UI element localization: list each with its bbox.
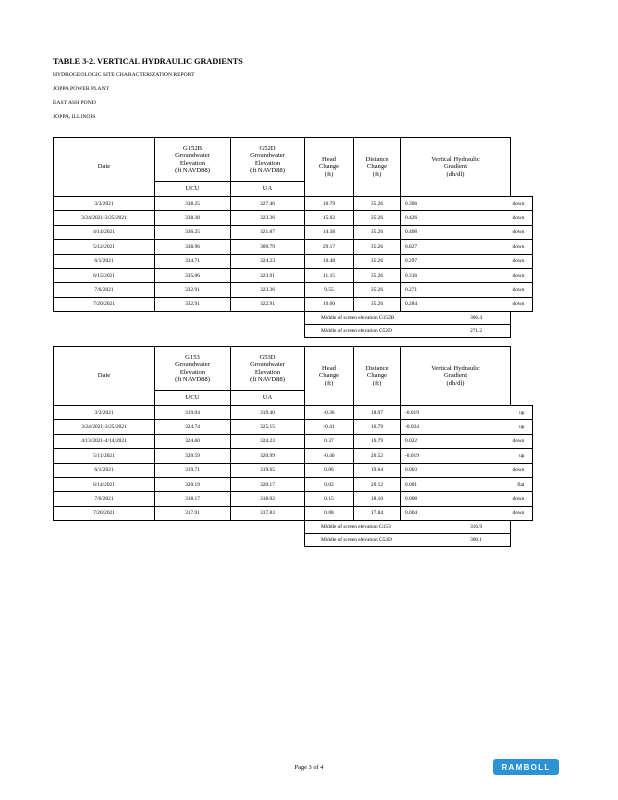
table-row [54,240,533,254]
well1-elev-cell: 319.71 [155,463,231,477]
head-change-cell: -0.41 [305,420,354,434]
summary-label: Middle of screen elevation G153 [321,524,391,531]
head-change-cell: 0.15 [305,492,354,506]
direction-cell: down [511,506,533,520]
distance-change-cell: 16.79 [354,420,401,434]
head-change-cell: 11.15 [305,268,354,282]
table-header [54,347,533,406]
well1-elev-cell: 335.06 [155,268,231,282]
distance-change-cell: 35.26 [354,240,401,254]
well1-elev-cell: 332.91 [155,297,231,311]
well1-elev-cell: 324.74 [155,420,231,434]
head-change-cell: 0.37 [305,434,354,448]
summary-spacer [54,521,305,534]
well1-elev-cell: 324.60 [155,434,231,448]
head-change-cell: -0.36 [305,406,354,420]
gradient-header: Vertical Hydraulic Gradient (dh/dl) [401,347,511,406]
well1-header: G153 Groundwater Elevation (ft NAVD88) [155,347,231,391]
well2-elev-cell: 324.23 [231,434,305,448]
table-row [54,420,533,434]
summary-value: 300.1 [470,537,482,544]
unit1-label: UCU [155,391,231,406]
date-cell: 7/6/2021 [54,283,155,297]
unit2-label: UA [231,391,305,406]
ramboll-logo: RAMBOLL [493,759,559,775]
date-header: Date [54,138,155,197]
distance-change-cell: 35.26 [354,211,401,225]
summary-row [54,312,533,325]
head-change-cell: 10.00 [305,297,354,311]
well2-elev-cell: 320.99 [231,449,305,463]
page-number: Page 3 of 4 [294,764,324,771]
summary-value: 306.4 [470,315,482,322]
summary-row [54,521,533,534]
date-cell: 3/3/2021 [54,406,155,420]
direction-cell: down [511,197,533,211]
date-cell: 7/20/2021 [54,297,155,311]
direction-cell: up [511,420,533,434]
head-change-header: Head Change (ft) [305,138,354,197]
well2-elev-cell: 319.40 [231,406,305,420]
summary-value: 271.2 [470,328,482,335]
date-cell: 3/24/2021-3/25/2021 [54,211,155,225]
distance-change-cell: 19.64 [354,463,401,477]
distance-change-cell: 18.10 [354,492,401,506]
direction-cell: down [511,225,533,239]
gradient-cell: 0.827 [401,240,511,254]
well2-elev-cell: 323.91 [231,268,305,282]
well1-elev-cell: 317.91 [155,506,231,520]
well2-elev-cell: 322.91 [231,297,305,311]
gradient-cell: 0.022 [401,434,511,448]
gradient-table-g152b [53,137,533,338]
distance-change-cell: 17.84 [354,506,401,520]
date-header: Date [54,347,155,406]
date-cell: 7/6/2021 [54,492,155,506]
head-change-cell: 15.02 [305,211,354,225]
summary-spacer [54,325,305,338]
table-row [54,477,533,491]
date-cell: 6/1/2021 [54,463,155,477]
summary-cell [305,534,511,547]
unit2-label: UA [231,182,305,197]
direction-cell: up [511,449,533,463]
well2-elev-cell: 317.83 [231,506,305,520]
well1-elev-cell: 334.71 [155,254,231,268]
distance-change-cell: 20.12 [354,477,401,491]
well2-elev-cell: 309.79 [231,240,305,254]
table-row [54,225,533,239]
well1-elev-cell: 320.19 [155,477,231,491]
gradient-cell: 0.284 [401,297,511,311]
date-cell: 7/20/2021 [54,506,155,520]
table-row [54,254,533,268]
table-row [54,449,533,463]
well2-elev-cell: 323.36 [231,211,305,225]
date-cell: 6/15/2021 [54,268,155,282]
summary-spacer [54,534,305,547]
distance-change-cell: 35.26 [354,197,401,211]
date-cell: 5/11/2021 [54,449,155,463]
direction-cell: down [511,297,533,311]
direction-cell: flat [511,477,533,491]
head-change-cell: 14.38 [305,225,354,239]
table-summary [54,312,533,338]
summary-row [54,325,533,338]
table-row [54,197,533,211]
direction-cell: down [511,268,533,282]
gradient-cell: 0.408 [401,225,511,239]
direction-cell: down [511,434,533,448]
distance-change-cell: 35.26 [354,283,401,297]
gradient-cell: -0.019 [401,406,511,420]
table-row [54,406,533,420]
well2-elev-cell: 323.36 [231,283,305,297]
table-row [54,463,533,477]
date-cell: 6/1/2021 [54,254,155,268]
distance-change-cell: 35.26 [354,297,401,311]
table-row [54,268,533,282]
location: JOPPA, ILLINOIS [53,114,96,120]
distance-change-header: Distance Change (ft) [354,138,401,197]
direction-cell: up [511,406,533,420]
table-body [54,406,533,521]
distance-change-cell: 35.26 [354,254,401,268]
table-row [54,297,533,311]
head-change-cell: 0.08 [305,506,354,520]
distance-change-cell: 35.26 [354,268,401,282]
well2-elev-cell: 324.23 [231,254,305,268]
unit1-label: UCU [155,182,231,197]
gradient-header: Vertical Hydraulic Gradient (dh/dl) [401,138,511,197]
gradient-cell: 0.297 [401,254,511,268]
table-header [54,138,533,197]
date-cell: 3/24/2021-3/25/2021 [54,420,155,434]
head-change-cell: 9.55 [305,283,354,297]
well1-elev-cell: 338.25 [155,197,231,211]
table-row [54,492,533,506]
table-title: TABLE 3-2. VERTICAL HYDRAULIC GRADIENTS [53,57,243,66]
head-change-cell: 10.48 [305,254,354,268]
table-body [54,197,533,312]
gradient-cell: 0.271 [401,283,511,297]
gradient-cell: 0.004 [401,506,511,520]
well1-header: G152B Groundwater Elevation (ft NAVD88) [155,138,231,182]
summary-label: Middle of screen elevation G52D [321,328,392,335]
gradient-cell: 0.316 [401,268,511,282]
summary-label: Middle of screen elevation G53D [321,537,392,544]
well1-elev-cell: 318.17 [155,492,231,506]
table-summary [54,521,533,547]
well2-elev-cell: 321.87 [231,225,305,239]
summary-label: Middle of screen elevation G152B [321,315,395,322]
gradient-cell: 0.008 [401,492,511,506]
well2-elev-cell: 320.17 [231,477,305,491]
date-cell: 4/14/2021 [54,225,155,239]
summary-cell [305,312,511,325]
date-cell: 3/3/2021 [54,197,155,211]
well2-elev-cell: 325.15 [231,420,305,434]
report-subtitle: HYDROGEOLOGIC SITE CHARACTERIZATION REPORT [53,72,195,78]
well2-elev-cell: 318.02 [231,492,305,506]
head-change-cell: 0.06 [305,463,354,477]
table-row [54,506,533,520]
head-change-cell: 0.02 [305,477,354,491]
direction-cell: down [511,211,533,225]
gradient-cell: 0.003 [401,463,511,477]
summary-row [54,534,533,547]
table-row [54,283,533,297]
well1-elev-cell: 332.91 [155,283,231,297]
well1-elev-cell: 320.59 [155,449,231,463]
gradient-cell: 0.306 [401,197,511,211]
head-change-header: Head Change (ft) [305,347,354,406]
pond-name: EAST ASH POND [53,100,96,106]
gradient-cell: 0.001 [401,477,511,491]
well1-elev-cell: 338.96 [155,240,231,254]
well2-header: G53D Groundwater Elevation (ft NAVD88) [231,347,305,391]
direction-cell: down [511,463,533,477]
distance-change-cell: 18.97 [354,406,401,420]
well1-elev-cell: 336.25 [155,225,231,239]
direction-cell: down [511,283,533,297]
table-row [54,434,533,448]
head-change-cell: 10.79 [305,197,354,211]
gradient-cell: -0.024 [401,420,511,434]
direction-cell: down [511,254,533,268]
distance-change-cell: 20.52 [354,449,401,463]
well2-elev-cell: 327.46 [231,197,305,211]
summary-value: 316.9 [470,524,482,531]
table-row [54,211,533,225]
gradient-cell: 0.426 [401,211,511,225]
direction-cell: down [511,240,533,254]
head-change-cell: 29.17 [305,240,354,254]
report-header [53,57,243,128]
well2-header: G52D Groundwater Elevation (ft NAVD88) [231,138,305,182]
head-change-cell: -0.40 [305,449,354,463]
gradient-cell: -0.019 [401,449,511,463]
date-cell: 5/12/2021 [54,240,155,254]
date-cell: 4/13/2021-4/14/2021 [54,434,155,448]
gradient-table-g153 [53,346,533,547]
well2-elev-cell: 319.65 [231,463,305,477]
distance-change-cell: 35.26 [354,225,401,239]
distance-change-cell: 16.79 [354,434,401,448]
summary-cell [305,325,511,338]
well1-elev-cell: 338.38 [155,211,231,225]
well1-elev-cell: 319.04 [155,406,231,420]
direction-cell: down [511,492,533,506]
plant-name: JOPPA POWER PLANT [53,86,110,92]
date-cell: 6/14/2021 [54,477,155,491]
summary-cell [305,521,511,534]
summary-spacer [54,312,305,325]
distance-change-header: Distance Change (ft) [354,347,401,406]
